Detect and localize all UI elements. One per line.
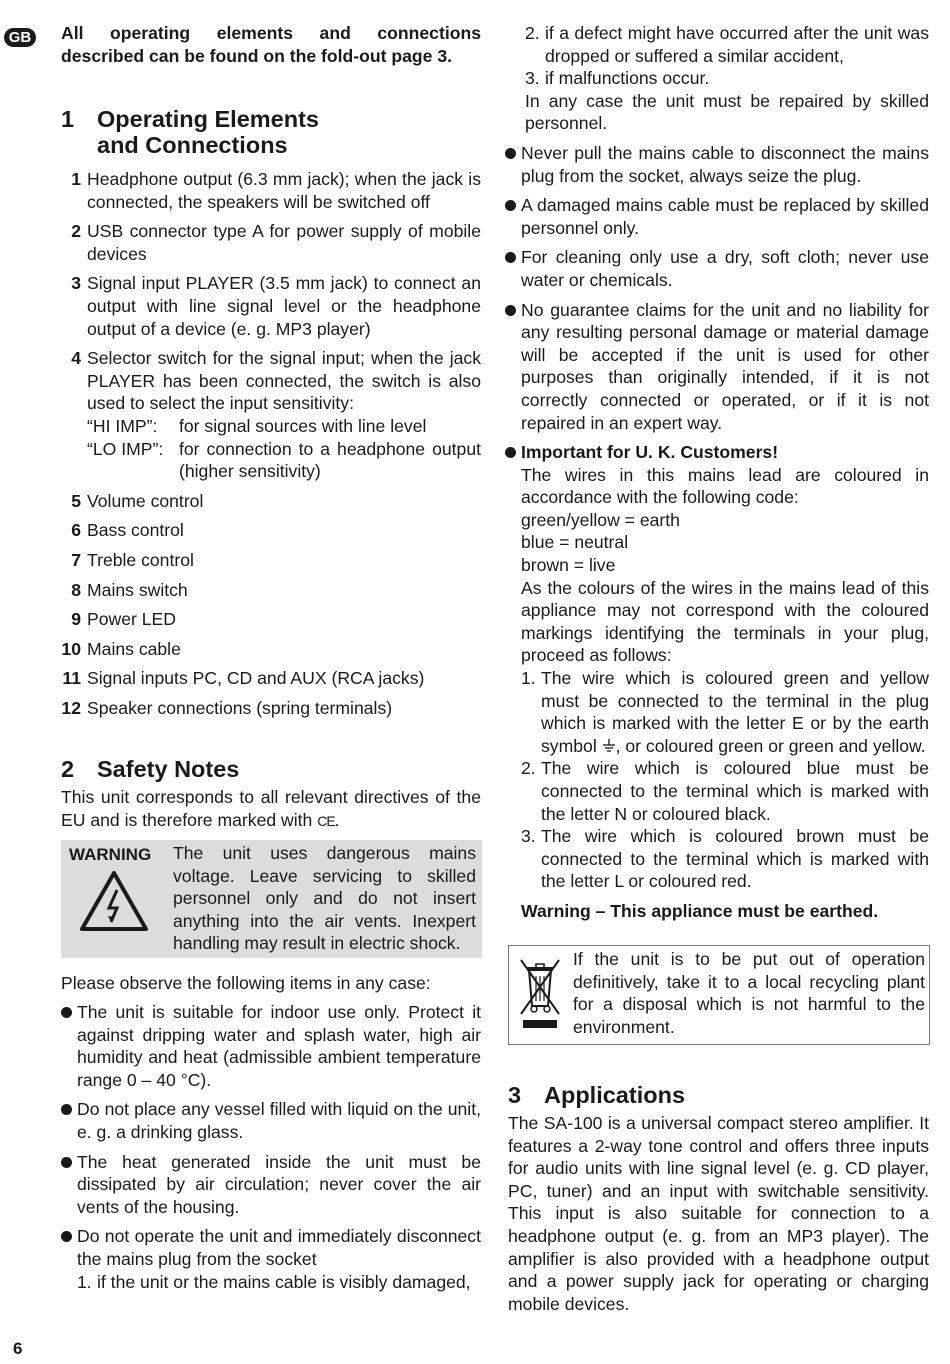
- bullet-icon: [505, 305, 516, 316]
- right-column: [505, 22, 929, 930]
- wire-colour-code: brown = live: [521, 555, 616, 576]
- item-text: Signal input PLAYER (3.5 mm jack) to connect an output with line signal level or the headphone output of a device (e. g. MP3 player): [87, 273, 481, 339]
- language-badge: GB: [4, 28, 36, 47]
- uk-step: [521, 667, 929, 757]
- numbered-item-number: 1.: [77, 1271, 92, 1292]
- bullet-item: [505, 194, 929, 239]
- item-number: 5: [71, 490, 81, 511]
- bullet-icon: [505, 148, 516, 159]
- ce-mark: CE: [317, 812, 335, 829]
- earth-warning: Warning – This appliance must be earthed.: [521, 900, 879, 921]
- crossed-bin-icon: [517, 956, 563, 1036]
- numbered-item: [525, 67, 929, 90]
- uk-step-text: [541, 668, 929, 756]
- observe-intro: Please observe the following items in any case:: [61, 973, 431, 993]
- repair-note: In any case the unit must be repaired by skilled personnel.: [525, 90, 929, 134]
- intro-note: All operating elements and connections described can be found on the fold-out page 3.: [61, 23, 481, 66]
- bullet-icon: [505, 200, 516, 211]
- item-number: 10: [61, 638, 81, 659]
- item-text: Signal inputs PC, CD and AUX (RCA jacks): [87, 668, 425, 689]
- uk-step: [521, 757, 929, 825]
- wire-colour-code: blue = neutral: [521, 532, 629, 553]
- recycling-text: If the unit is to be put out of operation definitively, take it to a local recycling plant for a disposal which is not harmful to the environment.: [573, 949, 925, 1037]
- bullet-icon: [61, 1007, 72, 1018]
- uk-step-number: 1.: [521, 668, 536, 689]
- bullet-text: The unit is suitable for indoor use only. Protect it against dripping water and splash water, high air humidity and heat (admissible ambient temperature range 0 – 40 °C).: [77, 1002, 481, 1090]
- section-title: Safety Notes: [97, 756, 240, 782]
- numbered-list: [525, 22, 929, 90]
- numbered-item-text: if the unit or the mains cable is visibly damaged,: [97, 1271, 471, 1292]
- sub-option-key: “HI IMP”:: [87, 415, 158, 436]
- item-number: 2: [71, 221, 81, 242]
- sub-option: [87, 415, 481, 438]
- bullet-text: Do not place any vessel filled with liquid on the unit, e. g. a drinking glass.: [77, 1099, 481, 1142]
- numbered-item-text: if a defect might have occurred after the unit was dropped or suffered a similar accident,: [545, 23, 929, 66]
- bullet-icon: [61, 1157, 72, 1168]
- sub-option-value: for signal sources with line level: [179, 415, 427, 436]
- bullet-icon: [61, 1231, 72, 1242]
- item-text: Treble control: [87, 549, 194, 570]
- list-item: [61, 519, 481, 542]
- section-2-heading: [61, 756, 481, 784]
- item-number: 6: [71, 520, 81, 541]
- list-item: [61, 347, 481, 483]
- list-item: [61, 638, 481, 661]
- bullet-item: [505, 142, 929, 187]
- operating-elements-list: [61, 168, 481, 726]
- item-text: Mains cable: [87, 638, 181, 659]
- numbered-item-number: 2.: [525, 23, 540, 43]
- section-title: Applications: [544, 1082, 686, 1108]
- item-number: 11: [62, 668, 81, 689]
- numbered-item: [525, 22, 929, 67]
- section-title: Operating Elements and Connections: [97, 106, 319, 158]
- uk-steps: [521, 667, 929, 893]
- earth-symbol-icon: [602, 739, 616, 753]
- safety-bullets-left: [61, 1001, 481, 1300]
- item-text: Selector switch for the signal input; when the jack PLAYER has been connected, the switch is also used to select the input sensitivity:: [87, 348, 481, 414]
- section-number: 2: [61, 756, 75, 782]
- bullet-item: [61, 1225, 481, 1293]
- bullet-text: No guarantee claims for the unit and no liability for any resulting personal damage or material damage will be accepted if the unit is used for other purposes than originally intended, if it is not correctly connected or operated, or if it is not repaired in an expert way.: [521, 299, 929, 433]
- warning-box: [61, 840, 482, 958]
- list-item: [61, 667, 481, 690]
- list-item: [61, 579, 481, 602]
- ce-statement: This unit corresponds to all relevant directives of the EU and is therefore marked with CE.: [61, 787, 481, 830]
- bullet-icon: [505, 252, 516, 263]
- bullet-item: [61, 1001, 481, 1091]
- sub-option: [87, 438, 481, 483]
- numbered-item-text: if malfunctions occur.: [545, 68, 710, 89]
- numbered-list: [77, 1271, 481, 1294]
- item-text: Headphone output (6.3 mm jack); when the jack is connected, the speakers will be switched off: [87, 169, 481, 212]
- section-number: 1: [61, 106, 75, 132]
- uk-step: [521, 825, 929, 893]
- item-number: 7: [71, 549, 81, 570]
- bullet-text: Never pull the mains cable to disconnect the mains plug from the socket, always seize the plug.: [521, 142, 929, 186]
- uk-intro: The wires in this mains lead are coloured in accordance with the following code:: [521, 464, 929, 508]
- section-1-heading: [61, 106, 461, 162]
- warning-label: WARNING: [69, 845, 152, 864]
- page-number: 6: [13, 1339, 23, 1358]
- sub-option-value: for connection to a headphone output (higher sensitivity): [179, 438, 481, 482]
- bullet-text: For cleaning only use a dry, soft cloth; never use water or chemicals.: [521, 247, 929, 290]
- item-number: 12: [61, 697, 81, 718]
- uk-step-text-b: , or coloured green or green and yellow.: [615, 735, 926, 756]
- list-item: [61, 168, 481, 213]
- bullet-text: A damaged mains cable must be replaced by skilled personnel only.: [521, 195, 929, 238]
- item-text: USB connector type A for power supply of mobile devices: [87, 221, 481, 264]
- uk-step-text: The wire which is coloured brown must be connected to the terminal which is marked with the letter L or coloured red.: [541, 826, 929, 892]
- bullet-item: [61, 1151, 481, 1219]
- wire-colour-code: green/yellow = earth: [521, 509, 680, 530]
- recycling-box: [508, 945, 930, 1045]
- uk-title: Important for U. K. Customers!: [521, 442, 779, 463]
- list-item: [61, 272, 481, 340]
- section-3-heading: [508, 1082, 928, 1110]
- item-number: 3: [71, 273, 81, 294]
- list-item: [61, 697, 481, 720]
- list-item: [61, 608, 481, 631]
- numbered-item: [77, 1271, 481, 1294]
- bullet-item: [505, 246, 929, 291]
- disconnect-continued: [505, 22, 929, 135]
- bullet-icon: [61, 1104, 72, 1115]
- bullet-text: Do not operate the unit and immediately disconnect the mains plug from the socket: [77, 1226, 481, 1269]
- bullet-icon: [505, 447, 516, 458]
- list-item: [61, 490, 481, 513]
- bullet-text: The heat generated inside the unit must be dissipated by air circulation; never cover the air vents of the housing.: [77, 1151, 481, 1217]
- item-number: 9: [71, 609, 81, 630]
- item-text: Speaker connections (spring terminals): [87, 697, 393, 718]
- applications-text: The SA-100 is a universal compact stereo amplifier. It features a 2-way tone control and offers three inputs for audio units with line signal level (e. g. CD player, PC, tuner) and an input with switchable sensitivity. This input is also suitable for connection to a headphone output (e. g. from an MP3 player). The amplifier is also provided with a headphone output and a power supply jack for operating or charging mobile devices.: [508, 1113, 929, 1314]
- list-item: [61, 549, 481, 572]
- item-text: Mains switch: [87, 579, 188, 600]
- high-voltage-warning-icon: [79, 870, 149, 932]
- item-number: 1: [71, 169, 81, 189]
- item-text: Volume control: [87, 490, 204, 511]
- section-number: 3: [508, 1082, 522, 1108]
- uk-step-text-a: The wire which is coloured green and yellow must be connected to the terminal in the plug which is marked with the letter E or by the earth symbol: [541, 668, 929, 756]
- uk-step-number: 3.: [521, 826, 536, 847]
- item-number: 8: [71, 579, 81, 600]
- warning-text: The unit uses dangerous mains voltage. Leave servicing to skilled personnel only and do not insert anything into the air vents. Inexpert handling may result in electric shock.: [173, 843, 476, 954]
- item-text: Power LED: [87, 609, 176, 630]
- uk-step-text: The wire which is coloured blue must be connected to the terminal which is marked with the letter N or coloured black.: [541, 758, 929, 824]
- numbered-item-number: 3.: [525, 68, 540, 89]
- uk-customers-block: [505, 441, 929, 922]
- bullet-item: [505, 299, 929, 435]
- bullet-item: [61, 1098, 481, 1143]
- uk-paragraph: As the colours of the wires in the mains lead of this appliance may not correspond with the coloured markings identifying the terminals in your plug, proceed as follows:: [521, 577, 929, 666]
- uk-step-number: 2.: [521, 758, 536, 779]
- sub-option-key: “LO IMP”:: [87, 438, 164, 459]
- item-number: 4: [71, 348, 81, 369]
- item-text: Bass control: [87, 520, 184, 541]
- list-item: [61, 220, 481, 265]
